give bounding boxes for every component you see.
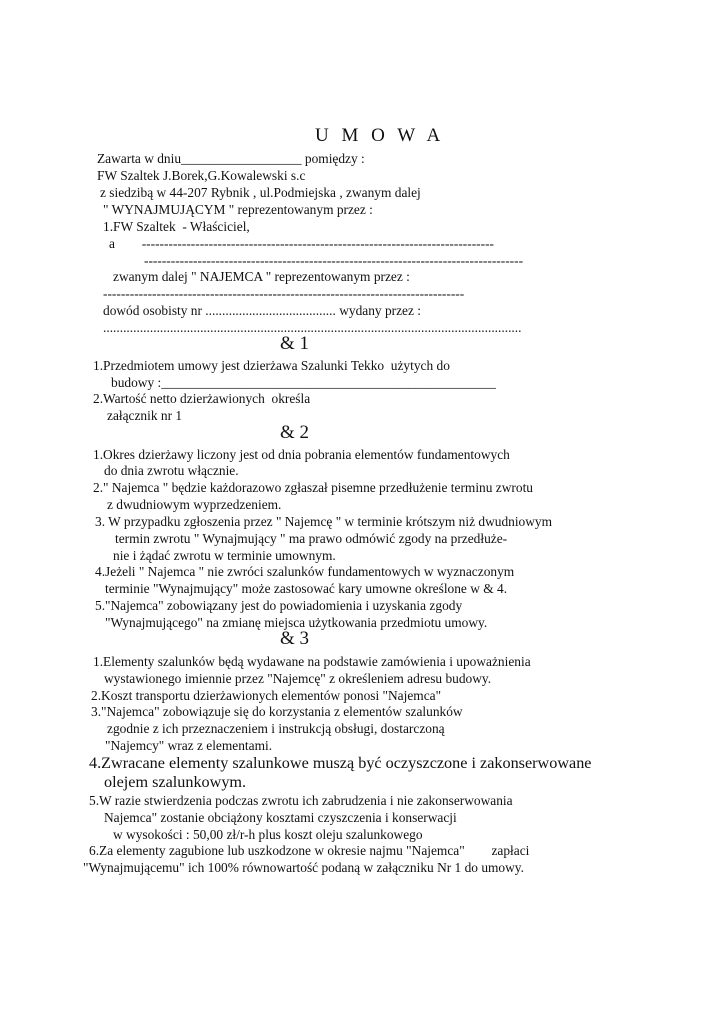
header-line-5: 1.FW Szaltek - Właściciel, (103, 219, 250, 234)
header-line-1: Zawarta w dniu__________________ pomiędzy : (97, 151, 365, 166)
section-1-line-1: 1.Przedmiotem umowy jest dzierżawa Szalunki Tekko użytych do (93, 358, 450, 373)
section-2-line-11: "Wynajmującego" na zmianę miejsca użytkowania przedmiotu umowy. (105, 615, 488, 630)
header-line-9: --------------------------------------------------------------------------------- (103, 286, 465, 301)
header-line-8: zwanym dalej " NAJEMCA " reprezentowanym przez : (113, 269, 410, 284)
document-title: U M O W A (315, 125, 445, 146)
section-1-line-4: załącznik nr 1 (107, 408, 183, 423)
section-1-line-2: budowy :__________________________________________________ (111, 375, 496, 390)
header-line-3: z siedzibą w 44-207 Rybnik , ul.Podmiejska , zwanym dalej (100, 185, 421, 200)
section-2-line-4: z dwudniowym wyprzedzeniem. (107, 497, 282, 512)
section-3-line-2: wystawionego imiennie przez "Najemcę" z określeniem adresu budowy. (104, 671, 492, 686)
header-line-6: a ------------------------------------------------------------------------------- (109, 236, 495, 251)
section-3-line-8: olejem szalunkowym. (104, 773, 247, 791)
header-line-10: dowód osobisty nr ....................................... wydany przez : (103, 303, 421, 318)
section-2-line-1: 1.Okres dzierżawy liczony jest od dnia pobrania elementów fundamentowych (93, 447, 510, 462)
header-line-2: FW Szaltek J.Borek,G.Kowalewski s.c (97, 168, 306, 183)
section-2-line-7: nie i żądać zwrotu w terminie umownym. (113, 548, 336, 563)
section-2-line-8: 4.Jeżeli " Najemca " nie zwróci szalunków fundamentowych w wyznaczonym (95, 564, 515, 579)
section-3-line-11: w wysokości : 50,00 zł/r-h plus koszt oleju szalunkowego (113, 827, 423, 842)
section-3-line-6: "Najemcy" wraz z elementami. (105, 738, 273, 753)
section-3-line-10: Najemca" zostanie obciążony kosztami czyszczenia i konserwacji (104, 810, 457, 825)
section-2-line-3: 2." Najemca " będzie każdorazowo zgłaszał pisemne przedłużenie terminu zwrotu (93, 480, 533, 495)
section-2-line-5: 3. W przypadku zgłoszenia przez " Najemcę " w terminie krótszym niż dwudniowym (95, 514, 553, 529)
header-line-4: " WYNAJMUJĄCYM " reprezentowanym przez : (103, 202, 373, 217)
section-3-heading: & 3 (280, 628, 310, 649)
section-2-heading: & 2 (280, 422, 310, 443)
section-1-heading: & 1 (280, 333, 310, 354)
section-3-line-13: "Wynajmującemu" ich 100% równowartość podaną w załączniku Nr 1 do umowy. (83, 860, 524, 875)
section-3-line-3: 2.Koszt transportu dzierżawionych elementów ponosi "Najemca" (91, 688, 442, 703)
section-3-line-5: zgodnie z ich przeznaczeniem i instrukcją obsługi, dostarczoną (107, 721, 445, 736)
header-line-11: ............................................................................................................................. (103, 320, 522, 335)
section-2-line-9: terminie "Wynajmujący" może zastosować kary umowne określone w & 4. (105, 581, 508, 596)
section-3-line-7: 4.Zwracane elementy szalunkowe muszą być oczyszczone i zakonserwowane (89, 754, 592, 772)
section-3-line-4: 3."Najemca" zobowiązuje się do korzystania z elementów szalunków (91, 704, 463, 719)
section-2-line-6: termin zwrotu " Wynajmujący " ma prawo odmówić zgody na przedłuże- (115, 531, 508, 546)
section-2-line-10: 5."Najemca" zobowiązany jest do powiadomienia i uzyskania zgody (95, 598, 463, 613)
section-3-line-1: 1.Elementy szalunków będą wydawane na podstawie zamówienia i upoważnienia (93, 654, 531, 669)
section-2-line-2: do dnia zwrotu włącznie. (104, 463, 239, 478)
section-3-line-9: 5.W razie stwierdzenia podczas zwrotu ich zabrudzenia i nie zakonserwowania (89, 793, 513, 808)
header-line-7: ------------------------------------------------------------------------------------- (144, 253, 524, 268)
section-3-line-12: 6.Za elementy zagubione lub uszkodzone w okresie najmu "Najemca" zapłaci (89, 843, 530, 858)
section-1-line-3: 2.Wartość netto dzierżawionych określa (93, 391, 311, 406)
